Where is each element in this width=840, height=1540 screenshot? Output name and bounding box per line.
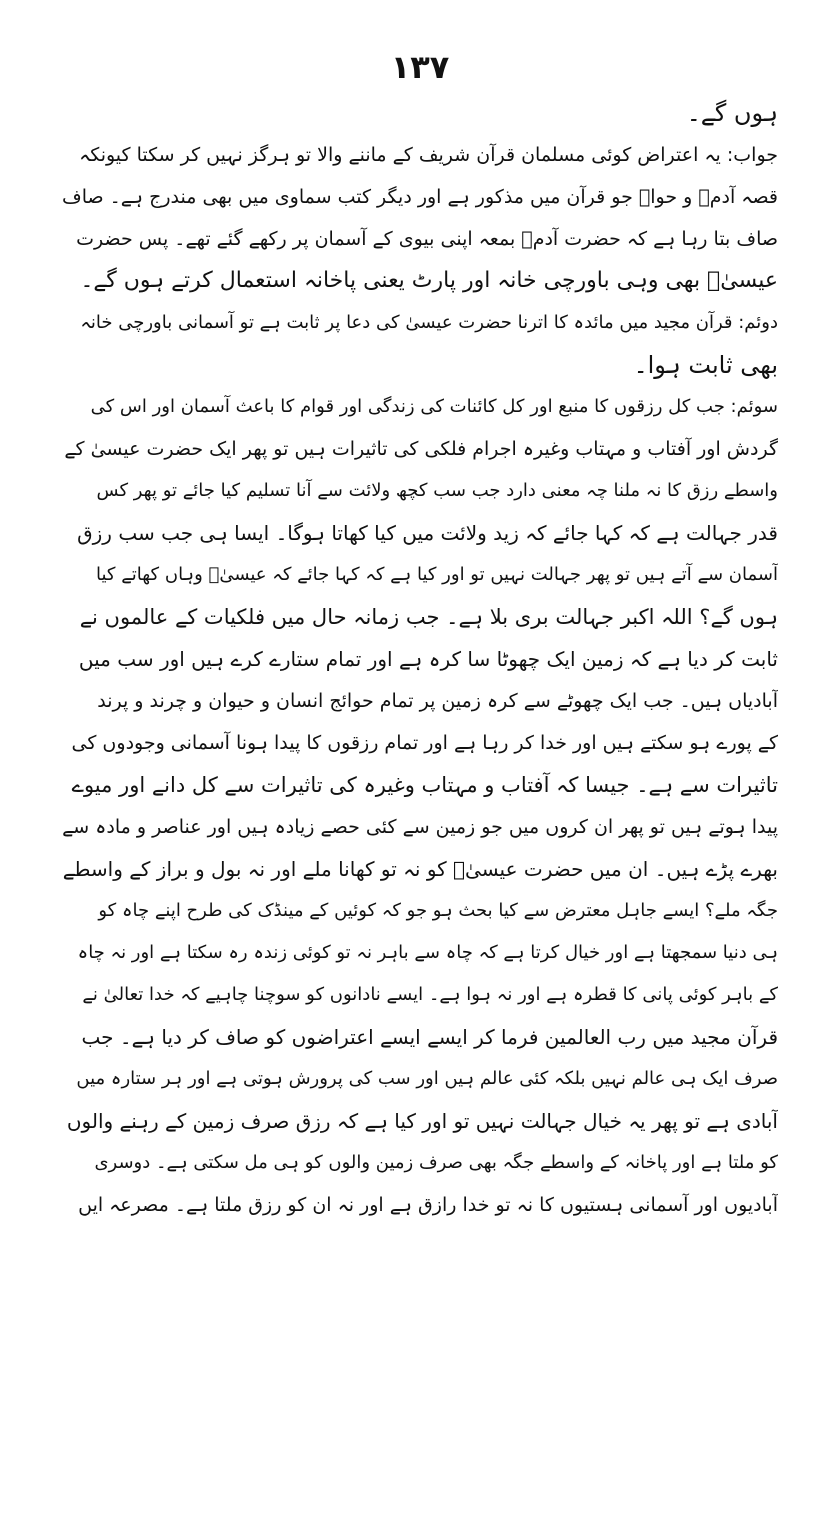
text-line: تاثیرات سے ہے۔ جیسا کہ آفتاب و مہتاب وغیرہ کی تاثیرات سے کل دانے اور میوے: [71, 773, 778, 797]
text-line: جگہ ملے؟ ایسے جاہل معترض سے کیا بحث ہو جو کہ کوئیں کے مینڈک کی طرح اپنے چاہ کو: [98, 900, 778, 921]
text-line: بھی ثابت ہوا۔: [633, 351, 778, 379]
text-line: قرآن مجید میں رب العالمین فرما کر ایسے ایسے اعتراضوں کو صاف کر دیا ہے۔ جب: [81, 1025, 778, 1049]
text-line: گردش اور آفتاب و مہتاب وغیرہ اجرام فلکی کی تاثیرات ہیں تو پھر ایک حضرت عیسیٰ کے: [64, 438, 778, 460]
text-line: کو ملتا ہے اور پاخانہ کے واسطے جگہ بھی صرف زمین والوں کو ہی مل سکتی ہے۔ دوسری: [94, 1152, 778, 1173]
text-line: ثابت کر دیا ہے کہ زمین ایک چھوٹا سا کرہ ہے اور تمام ستارے کرے ہیں اور سب میں: [78, 647, 778, 671]
text-line: سوئم: جب کل رزقوں کا منبع اور کل کائنات کی زندگی اور قوام کا باعث آسمان اور اس کی: [90, 396, 778, 417]
text-line: آبادیاں ہیں۔ جب ایک چھوٹے سے کرہ زمین پر تمام حوائج انسان و حیوان و چرند و پرند: [97, 690, 778, 712]
text-line: پیدا ہوتے ہیں تو پھر ان کروں میں جو زمین سے کئی حصے زیادہ ہیں اور عناصر و مادہ سے: [62, 816, 778, 838]
text-line: ہوں گے؟ اللہ اکبر جہالت بری بلا ہے۔ جب زمانہ حال میں فلکیات کے عالموں نے: [79, 605, 778, 629]
text-line: آبادی ہے تو پھر یہ خیال جہالت نہیں تو اور کیا ہے کہ رزق صرف زمین کے رہنے والوں: [66, 1109, 778, 1133]
text-line: صرف ایک ہی عالم نہیں بلکہ کئی عالم ہیں اور سب کی پرورش ہوتی ہے اور ہر ستارہ میں: [76, 1068, 778, 1089]
page-number: ۱۳۷: [390, 48, 450, 86]
text-line: ہی دنیا سمجھتا ہے اور خیال کرتا ہے کہ چاہ سے باہر نہ تو کوئی زندہ رہ سکتا ہے اور نہ چاہ: [77, 942, 778, 963]
text-line: قدر جہالت ہے کہ کہا جائے کہ زید ولائت میں کیا کھاتا ہوگا۔ ایسا ہی جب سب رزق: [77, 521, 778, 545]
body-text: [62, 92, 778, 1226]
text-line: بھرے پڑے ہیں۔ ان میں حضرت عیسیٰؑ کو نہ تو کھانا ملے اور نہ بول و براز کے واسطے: [62, 857, 778, 881]
text-line: صاف بتا رہا ہے کہ حضرت آدمؑ بمعہ اپنی بیوی کے آسمان پر رکھے گئے تھے۔ پس حضرت: [76, 228, 778, 250]
text-line: عیسیٰؑ بھی وہی باورچی خانہ اور پارٹ یعنی پاخانہ استعمال کرتے ہوں گے۔: [80, 268, 778, 293]
text-line: آسمان سے آتے ہیں تو پھر جہالت نہیں تو اور کیا ہے کہ کہا جائے کہ عیسیٰؑ وہاں کھاتے کیا: [96, 564, 778, 585]
text-line: جواب: یہ اعتراض کوئی مسلمان قرآن شریف کے ماننے والا تو ہرگز نہیں کر سکتا کیونکہ: [79, 144, 778, 166]
text-line: دوئم: قرآن مجید میں مائدہ کا اترنا حضرت عیسیٰ کی دعا پر ثابت ہے تو آسمانی باورچی خانہ: [80, 312, 778, 333]
text-line: ہوں گے۔: [686, 99, 778, 127]
text-line: کے پورے ہو سکتے ہیں اور خدا کر رہا ہے اور تمام رزقوں کا پیدا ہونا آسمانی وجودوں کی: [71, 732, 778, 754]
text-line: آبادیوں اور آسمانی ہستیوں کا نہ تو خدا رازق ہے اور نہ ان کو رزق ملتا ہے۔ مصرعہ ایں: [78, 1194, 778, 1216]
text-line: کے باہر کوئی پانی کا قطرہ ہے اور نہ ہوا ہے۔ ایسے نادانوں کو سوچنا چاہیے کہ خدا تعالیٰ نے: [82, 984, 778, 1005]
text-line: واسطے رزق کا نہ ملنا چہ معنی دارد جب سب کچھ ولائت سے آنا تسلیم کیا جائے تو پھر کس: [96, 480, 778, 501]
text-line: قصہ آدمؑ و حواؑ جو قرآن میں مذکور ہے اور دیگر کتب سماوی میں بھی مندرج ہے۔ صاف: [62, 186, 778, 208]
